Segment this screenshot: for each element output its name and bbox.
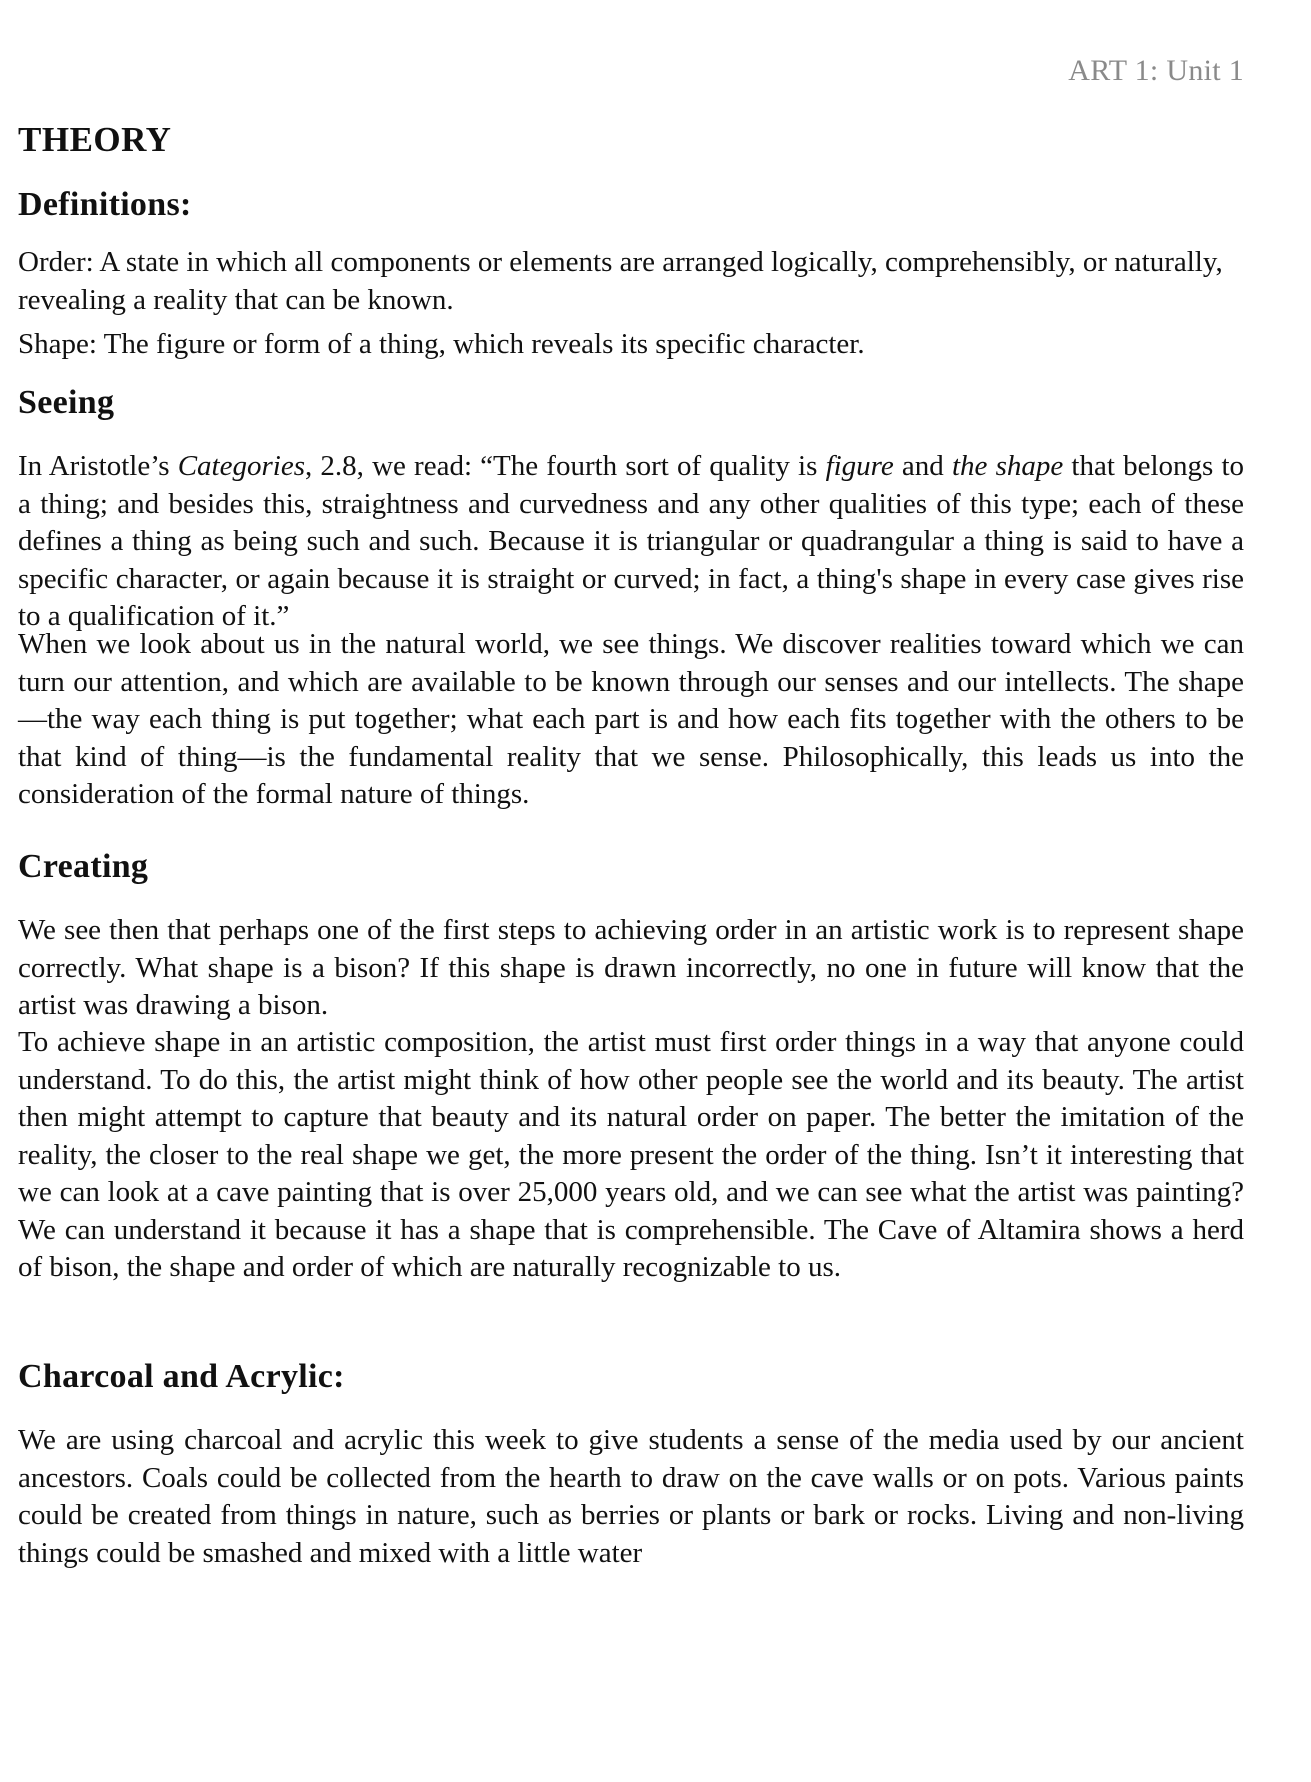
quote-intro: In Aristotle’s [18,450,178,482]
seeing-paragraph-2: When we look about us in the natural world, we see things. We discover realities toward which we can turn our attention, and which are available to be known through our senses and our intellects. The shape—the way each thing is put together; what each part is and how each fits together with the others to be that kind of thing—is the fundamental reality that we sense. Philosophically, this leads us into the consideration of the formal nature of things. [18,628,1244,810]
creating-paragraph-1: We see then that perhaps one of the first steps to achieving order in an artistic work is to represent shape correctly. What shape is a bison? If this shape is drawn incorrectly, no one in future will know that the artist was drawing a bison. [18,914,1244,1021]
quote-rest: that belongs to a thing; and besides this, straightness and curvedness and any other qualities of this type; each of these defines a thing as being such and such. Because it is triangular or quadrangular a thing is said to have a specific character, or again because it is straight or curved; in fact, a thing's shape in every case gives rise to a qualification of it.” [18,450,1245,632]
seeing-quote-paragraph [18,448,1244,636]
definitions-heading: Definitions: [18,186,192,223]
creating-paragraph-2: To achieve shape in an artistic composition, the artist must first order things in a way that anyone could understand. To do this, the artist might think of how other people see the world and its beauty. The artist then might attempt to capture that beauty and its natural order on paper. The better the imitation of the reality, the closer to the real shape we get, the more present the order of the thing. Isn’t it interesting that we can look at a cave painting that is over 25,000 years old, and we can see what the artist was painting? We can understand it because it has a shape that is comprehensible. The Cave of Altamira shows a herd of bison, the shape and order of which are naturally recognizable to us. [18,1026,1244,1283]
charcoal-paragraph-1: We are using charcoal and acrylic this week to give students a sense of the media used by our ancient ancestors. Coals could be collected from the hearth to draw on the cave walls or on pots. Various paints could be created from things in nature, such as berries or plants or bark or rocks. Living and non-living things could be smashed and mixed with a little water [18,1424,1244,1569]
running-header: ART 1: Unit 1 [1068,54,1244,87]
quote-and: and [893,450,952,482]
creating-heading: Creating [18,848,149,885]
definition-shape: Shape: The figure or form of a thing, which reveals its specific character. [18,328,865,360]
quote-work-title: Categories [177,450,305,482]
quote-figure: figure [825,450,894,482]
quote-the-shape: the shape [951,450,1064,482]
quote-reference: , 2.8, we read: “The fourth sort of quality is [305,450,826,482]
theory-heading: THEORY [18,120,172,159]
definition-order: Order: A state in which all components or elements are arranged logically, comprehensibly, or naturally, revealing a reality that can be known. [18,246,1223,316]
charcoal-acrylic-heading: Charcoal and Acrylic: [18,1358,345,1395]
seeing-heading: Seeing [18,384,115,421]
